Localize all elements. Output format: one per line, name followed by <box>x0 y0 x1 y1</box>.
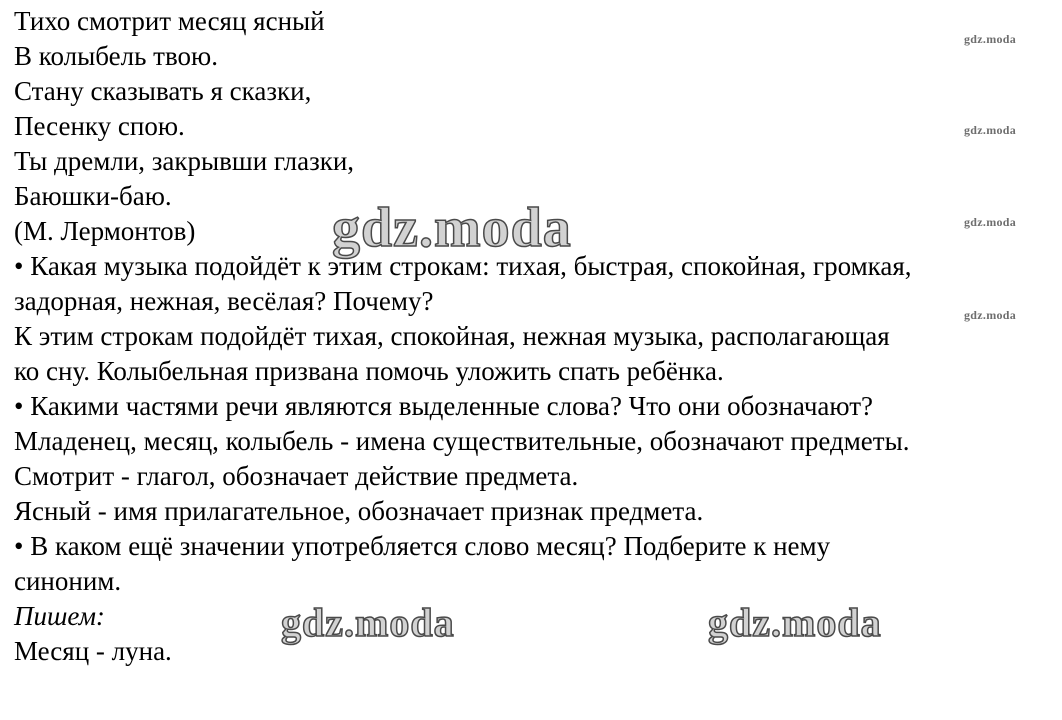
watermark-large-1: gdz.moda <box>332 197 572 259</box>
answer-3: Месяц - луна. <box>14 636 172 666</box>
answer-2-line-1: Младенец, месяц, колыбель - имена существительные, обозначают предметы. <box>14 426 910 456</box>
watermark-small-3: gdz.moda <box>964 215 1017 229</box>
answer-1-line-1: К этим строкам подойдёт тихая, спокойная, нежная музыка, располагающая <box>14 321 890 351</box>
question-2: • Какими частями речи являются выделенные слова? Что они обозначают? <box>14 391 873 421</box>
question-1-line-2: задорная, нежная, весёлая? Почему? <box>14 286 434 316</box>
poem-line-1: Тихо смотрит месяц ясный <box>14 6 325 36</box>
poem-author: (М. Лермонтов) <box>14 216 196 246</box>
watermark-small-4: gdz.moda <box>964 308 1017 322</box>
question-3-line-2: синоним. <box>14 566 122 596</box>
poem-line-3: Стану сказывать я сказки, <box>14 76 312 106</box>
question-1-line-1: • Какая музыка подойдёт к этим строкам: тихая, быстрая, спокойная, громкая, <box>14 251 912 281</box>
answer-2-line-3: Ясный - имя прилагательное, обозначает признак предмета. <box>14 496 704 526</box>
poem-line-2: В колыбель твою. <box>14 41 218 71</box>
question-3-line-1: • В каком ещё значении употребляется слово месяц? Подберите к нему <box>14 531 831 561</box>
poem-line-5: Ты дремли, закрывши глазки, <box>14 146 355 176</box>
poem-line-6: Баюшки-баю. <box>14 181 172 211</box>
answer-2-line-2: Смотрит - глагол, обозначает действие предмета. <box>14 461 579 491</box>
answer-3-label: Пишем: <box>14 601 105 631</box>
document-body <box>14 4 1054 669</box>
poem-line-4: Песенку спою. <box>14 111 185 141</box>
watermark-small-1: gdz.moda <box>964 32 1017 46</box>
watermark-large-3: gdz.moda <box>708 600 882 645</box>
watermark-small-2: gdz.moda <box>964 123 1017 137</box>
answer-1-line-2: ко сну. Колыбельная призвана помочь уложить спать ребёнка. <box>14 356 724 386</box>
watermark-large-2: gdz.moda <box>281 600 455 645</box>
